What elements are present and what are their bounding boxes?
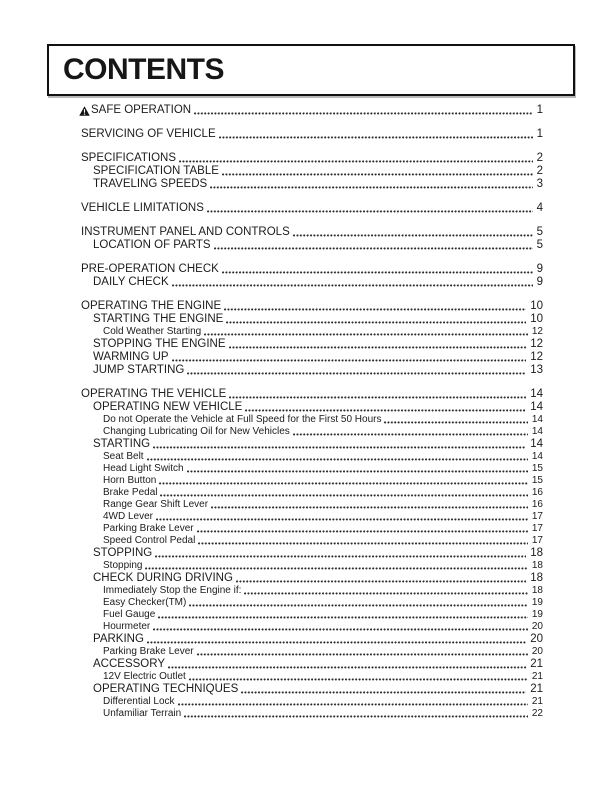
toc-entry-page: 22 — [531, 708, 543, 719]
toc-entry — [81, 671, 543, 683]
dot-leader — [229, 346, 527, 349]
toc-group — [81, 152, 543, 191]
dot-leader — [222, 271, 533, 274]
toc-group — [81, 300, 543, 377]
toc-entry — [81, 438, 543, 451]
toc-entry — [81, 202, 543, 215]
toc-entry — [81, 585, 543, 597]
toc-entry-page: 15 — [531, 463, 543, 474]
dot-leader — [244, 592, 527, 595]
toc-entry — [81, 621, 543, 633]
dot-leader — [194, 112, 532, 115]
toc-entry-label: SERVICING OF VEHICLE — [81, 128, 216, 140]
dot-leader — [187, 470, 528, 473]
dot-leader — [189, 678, 528, 681]
toc-entry — [81, 487, 543, 499]
toc-entry — [81, 535, 543, 547]
toc-entry-page: 4 — [536, 202, 543, 214]
toc-entry — [81, 609, 543, 621]
toc-entry-page: 14 — [530, 388, 543, 400]
dot-leader — [229, 396, 526, 399]
toc-entry-page: 14 — [530, 438, 543, 450]
toc-entry-label: Stopping — [103, 560, 143, 571]
toc-entry-label: Parking Brake Lever — [103, 523, 194, 534]
toc-entry-label: Seat Belt — [103, 451, 144, 462]
dot-leader — [159, 482, 528, 485]
toc-entry-page: 20 — [531, 621, 543, 632]
dot-leader — [153, 628, 528, 631]
toc-entry-page: 5 — [536, 226, 543, 238]
toc-entry-page: 20 — [530, 633, 543, 645]
dot-leader — [198, 542, 528, 545]
toc-entry-page: 18 — [530, 547, 543, 559]
toc-group — [81, 202, 543, 215]
toc-entry-label: Changing Lubricating Oil for New Vehicles — [103, 426, 290, 437]
dot-leader — [293, 234, 533, 237]
toc-entry-label: JUMP STARTING — [93, 364, 185, 376]
dot-leader — [172, 284, 533, 287]
toc-entry-page: 10 — [530, 313, 543, 325]
toc-entry-page: 16 — [531, 499, 543, 510]
toc-entry-label: 4WD Lever — [103, 511, 154, 522]
toc-group — [81, 104, 543, 117]
dot-leader — [293, 433, 528, 436]
toc-entry-page: 18 — [530, 572, 543, 584]
dot-leader — [145, 567, 527, 570]
toc-entry-label: VEHICLE LIMITATIONS — [81, 202, 204, 214]
toc-entry-page: 2 — [536, 152, 543, 164]
dot-leader — [160, 494, 527, 497]
toc-entry — [81, 401, 543, 414]
toc-entry — [81, 696, 543, 708]
dot-leader — [207, 210, 533, 213]
dot-leader — [241, 691, 526, 694]
toc-entry-page: 1 — [536, 104, 543, 116]
toc-entry-page: 14 — [531, 426, 543, 437]
toc-group — [81, 263, 543, 289]
toc-entry — [81, 463, 543, 475]
toc-entry-label: DAILY CHECK — [93, 276, 169, 288]
toc-entry — [81, 511, 543, 523]
dot-leader — [178, 703, 528, 706]
toc-entry-page: 17 — [531, 511, 543, 522]
dot-leader — [210, 186, 532, 189]
toc-entry — [81, 426, 543, 438]
dot-leader — [179, 160, 533, 163]
toc-entry — [81, 646, 543, 658]
toc-entry-label: OPERATING THE VEHICLE — [81, 388, 227, 400]
toc-entry-page: 2 — [536, 165, 543, 177]
dot-leader — [172, 359, 527, 362]
toc-entry-label: LOCATION OF PARTS — [93, 239, 211, 251]
toc-entry-page: 12 — [530, 351, 543, 363]
toc-entry — [81, 708, 543, 720]
toc-entry-page: 12 — [530, 338, 543, 350]
dot-leader — [211, 506, 528, 509]
toc-group — [81, 226, 543, 252]
toc-entry-page: 14 — [531, 451, 543, 462]
toc-entry-label: SPECIFICATION TABLE — [93, 165, 219, 177]
toc-entry — [81, 338, 543, 351]
toc-entry-page: 18 — [531, 585, 543, 596]
dot-leader — [147, 458, 528, 461]
toc-entry — [81, 152, 543, 165]
toc-entry — [81, 263, 543, 276]
toc-entry-label: Hourmeter — [103, 621, 151, 632]
toc — [81, 104, 543, 720]
dot-leader — [245, 409, 526, 412]
toc-entry — [81, 300, 543, 313]
toc-entry-label: Speed Control Pedal — [103, 535, 196, 546]
toc-entry-page: 21 — [531, 696, 543, 707]
toc-entry-label: Do not Operate the Vehicle at Full Speed for the First 50 Hours — [103, 414, 382, 425]
toc-entry-label: SAFE OPERATION — [91, 104, 192, 116]
toc-entry — [81, 658, 543, 671]
toc-entry — [81, 276, 543, 289]
toc-entry-page: 10 — [530, 300, 543, 312]
toc-entry — [81, 414, 543, 426]
toc-entry-page: 5 — [536, 239, 543, 251]
dot-leader — [222, 173, 533, 176]
toc-entry-page: 14 — [530, 401, 543, 413]
dot-leader — [214, 247, 533, 250]
toc-entry-label: Fuel Gauge — [103, 609, 156, 620]
toc-entry — [81, 351, 543, 364]
toc-entry-label: Cold Weather Starting — [103, 326, 202, 337]
dot-leader — [384, 421, 527, 424]
toc-entry — [81, 547, 543, 560]
dot-leader — [236, 580, 526, 583]
toc-entry-label: INSTRUMENT PANEL AND CONTROLS — [81, 226, 290, 238]
toc-entry — [81, 178, 543, 191]
dot-leader — [147, 641, 526, 644]
toc-entry-page: 3 — [536, 178, 543, 190]
toc-entry-page: 1 — [536, 128, 543, 140]
toc-entry — [81, 165, 543, 178]
toc-entry — [81, 313, 543, 326]
toc-entry-label: 12V Electric Outlet — [103, 671, 186, 682]
toc-entry-page: 9 — [536, 276, 543, 288]
toc-entry — [81, 633, 543, 646]
toc-entry-page: 16 — [531, 487, 543, 498]
toc-entry-page: 12 — [531, 326, 543, 337]
toc-entry — [81, 451, 543, 463]
toc-entry-label: CHECK DURING DRIVING — [93, 572, 233, 584]
toc-group — [81, 388, 543, 720]
toc-entry-page: 21 — [530, 658, 543, 670]
toc-entry-label: Range Gear Shift Lever — [103, 499, 209, 510]
dot-leader — [189, 604, 528, 607]
dot-leader — [156, 518, 528, 521]
toc-entry — [81, 128, 543, 141]
toc-entry-label: Immediately Stop the Engine if: — [103, 585, 242, 596]
dot-leader — [219, 136, 533, 139]
toc-entry — [81, 475, 543, 487]
dot-leader — [184, 715, 528, 718]
toc-entry-label: STOPPING THE ENGINE — [93, 338, 226, 350]
page-title: CONTENTS — [63, 53, 224, 86]
toc-entry-label: WARMING UP — [93, 351, 169, 363]
toc-entry-page: 18 — [531, 560, 543, 571]
toc-entry — [81, 239, 543, 252]
toc-entry-page: 19 — [531, 609, 543, 620]
toc-entry-label: SPECIFICATIONS — [81, 152, 176, 164]
toc-entry-label: OPERATING THE ENGINE — [81, 300, 222, 312]
toc-entry-page: 13 — [530, 364, 543, 376]
toc-entry-page: 21 — [530, 683, 543, 695]
toc-entry — [81, 523, 543, 535]
toc-entry-label: Horn Button — [103, 475, 157, 486]
toc-entry-page: 9 — [536, 263, 543, 275]
toc-entry-page: 19 — [531, 597, 543, 608]
contents-title-box — [47, 44, 575, 96]
dot-leader — [153, 446, 526, 449]
toc-entry — [81, 572, 543, 585]
toc-entry — [81, 597, 543, 609]
toc-entry-label: Head Light Switch — [103, 463, 184, 474]
toc-entry-label: PARKING — [93, 633, 144, 645]
toc-entry — [81, 683, 543, 696]
toc-entry — [81, 560, 543, 572]
toc-entry-label: Unfamiliar Terrain — [103, 708, 182, 719]
toc-entry — [81, 104, 543, 117]
dot-leader — [197, 530, 528, 533]
toc-entry-page: 14 — [531, 414, 543, 425]
toc-entry-page: 21 — [531, 671, 543, 682]
toc-entry — [81, 499, 543, 511]
toc-entry — [81, 326, 543, 338]
toc-entry-page: 15 — [531, 475, 543, 486]
toc-entry-label: STARTING THE ENGINE — [93, 313, 224, 325]
toc-entry-label: Differential Lock — [103, 696, 175, 707]
toc-entry — [81, 226, 543, 239]
toc-entry-label: TRAVELING SPEEDS — [93, 178, 208, 190]
toc-entry-label: Brake Pedal — [103, 487, 158, 498]
toc-entry-label: PRE-OPERATION CHECK — [81, 263, 219, 275]
toc-entry-label: OPERATING NEW VEHICLE — [93, 401, 243, 413]
toc-entry-page: 20 — [531, 646, 543, 657]
dot-leader — [226, 321, 526, 324]
toc-entry-label: ACCESSORY — [93, 658, 166, 670]
toc-entry-label: Parking Brake Lever — [103, 646, 194, 657]
toc-entry-label: STOPPING — [93, 547, 153, 559]
dot-leader — [158, 616, 528, 619]
toc-entry-label: STARTING — [93, 438, 151, 450]
dot-leader — [197, 653, 528, 656]
toc-entry-page: 17 — [531, 535, 543, 546]
warning-triangle-icon — [79, 106, 90, 116]
toc-entry — [81, 388, 543, 401]
dot-leader — [168, 666, 526, 669]
dot-leader — [155, 555, 526, 558]
toc-entry-label: Easy Checker(TM) — [103, 597, 187, 608]
dot-leader — [187, 372, 526, 375]
toc-group — [81, 128, 543, 141]
dot-leader — [204, 333, 528, 336]
dot-leader — [224, 308, 526, 311]
toc-entry-label: OPERATING TECHNIQUES — [93, 683, 239, 695]
toc-entry-page: 17 — [531, 523, 543, 534]
toc-entry — [81, 364, 543, 377]
